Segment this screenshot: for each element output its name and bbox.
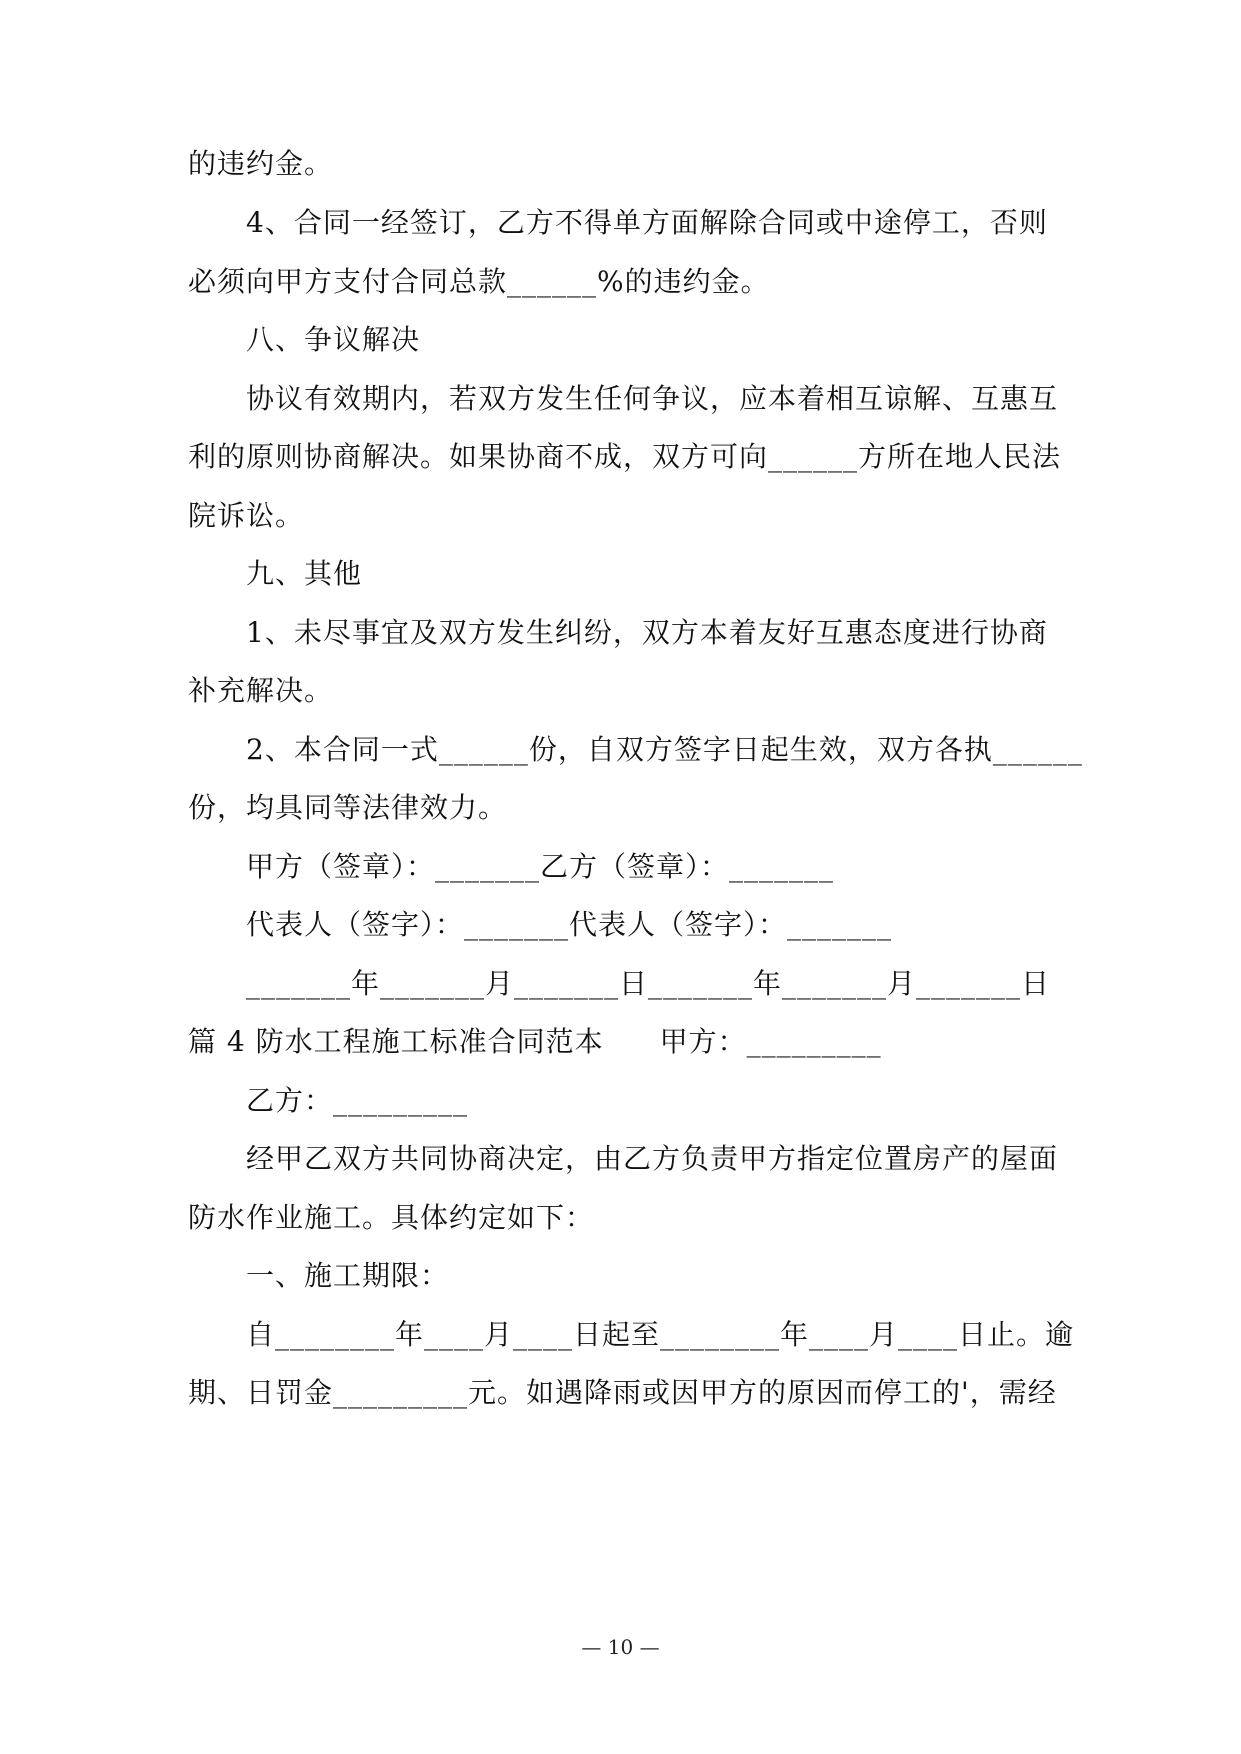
text-line: 协议有效期内，若双方发生任何争议，应本着相互谅解、互惠互 — [246, 382, 1059, 415]
party-a-field: 甲方：_________ — [659, 1025, 882, 1058]
text-line: 防水作业施工。具体约定如下： — [188, 1201, 595, 1234]
page-number: — 10 — — [581, 1635, 660, 1659]
text-line: 经甲乙双方共同协商决定，由乙方负责甲方指定位置房产的屋面 — [246, 1142, 1059, 1175]
signature-line: 代表人（签字）：_______代表人（签字）：_______ — [246, 908, 893, 941]
signature-line: 甲方（签章）：_______乙方（签章）：_______ — [246, 850, 835, 883]
text-line: 必须向甲方支付合同总款______%的违约金。 — [188, 265, 770, 298]
text-line: 补充解决。 — [188, 674, 334, 707]
contract-title: 篇 4 防水工程施工标准合同范本 — [188, 1025, 604, 1058]
text-line: 的违约金。 — [188, 147, 334, 180]
contract-title-line — [188, 1022, 882, 1062]
text-line: 2、本合同一式______份，自双方签字日起生效，双方各执______ — [246, 733, 1083, 766]
text-line: 4、合同一经签订，乙方不得单方面解除合同或中途停工，否则 — [246, 206, 1048, 239]
section-heading: 九、其他 — [246, 557, 363, 590]
text-line: 自________年____月____日起至________年____月____日止。逾 — [246, 1318, 1075, 1351]
section-heading: 一、施工期限： — [246, 1259, 450, 1292]
text-line: 期、日罚金_________元。如遇降雨或因甲方的原因而停工的'，需经 — [188, 1376, 1057, 1409]
date-line: _______年_______月_______日_______年_______月_______日 — [246, 967, 1051, 1000]
party-b-field: 乙方：_________ — [246, 1084, 469, 1117]
text-line: 利的原则协商解决。如果协商不成，双方可向______方所在地人民法 — [188, 440, 1062, 473]
text-line: 院诉讼。 — [188, 499, 305, 532]
section-heading: 八、争议解决 — [246, 323, 421, 356]
text-line: 份，均具同等法律效力。 — [188, 791, 508, 824]
text-line: 1、未尽事宜及双方发生纠纷，双方本着友好互惠态度进行协商 — [246, 616, 1048, 649]
